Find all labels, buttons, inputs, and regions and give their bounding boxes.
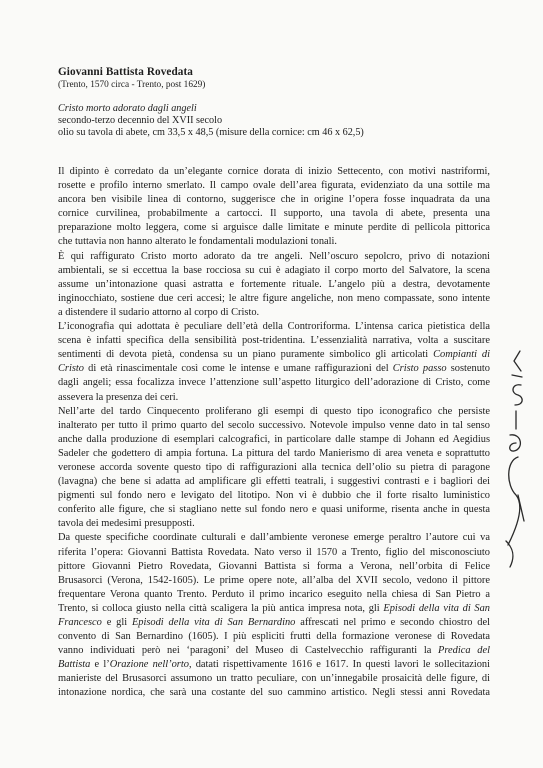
body-line: riferita l’opera: Giovanni Battista Rovedata. Nato verso il 1570 a Trento, figlio del misconosciuto	[58, 546, 490, 558]
body-line: Brusasorci (Verona, 1542-1605). Le prime opere note, all’alba del XVII secolo, vedono il pittore	[58, 574, 490, 586]
body-line: assevera la presenza dei ceri.	[58, 391, 179, 403]
body-line: pittore Giovanni Pietro Rovedata, Giovanni Battista si forma a Verona, nell’orbita di Felice	[58, 560, 490, 572]
artwork-medium: olio su tavola di abete, cm 33,5 x 48,5 (misure della cornice: cm 46 x 62,5)	[58, 127, 364, 139]
body-text	[58, 165, 490, 701]
body-line: assume un’intonazione quasi astratta e fortemente rituale. L’angelo più a destra, devotamente	[58, 278, 490, 290]
body-line: convento di San Bernardino (1605). I più espliciti frutti della formazione veronese di Rovedata	[58, 631, 490, 643]
body-line: pigmenti sul fondo nero e levigato del litotipo. Non vi è dubbio che il forte risalto luministico	[58, 490, 490, 502]
body-line: dagli angeli; essa focalizza invece l’attenzione sull’aspetto liturgico dell’adorazione di Cristo, come	[58, 377, 490, 389]
body-line: Cristo di età rinascimentale così come le intense e umane raffigurazioni del Cristo passo sostenuto	[58, 363, 490, 375]
body-line: cornice curvilinea, probabilmente a cartocci. Il supporto, una tavola di abete, presenta una	[58, 208, 490, 220]
body-line: sentimenti di devota pietà, condensa su un piano puramente simbolico gli articolati Compianti di	[58, 349, 490, 361]
body-line: Trento, si colloca giusto nella città scaligera la più antica impresa nota, gli Episodi della vita di San	[58, 602, 490, 614]
body-line: che tuttavia non hanno alterato le fondamentali modulazioni tonali.	[58, 236, 338, 248]
body-line: Francesco e gli Episodi della vita di San Bernardino affrescati nel primo e secondo chiostro del	[58, 617, 490, 628]
author-name: Giovanni Battista Rovedata	[58, 66, 193, 78]
author-header	[58, 66, 478, 91]
artwork-info	[58, 103, 478, 140]
body-line: inalterato per tutto il primo quarto del secolo successivo. Notevole impulso venne dato in tal senso	[58, 419, 490, 431]
body-line: frequentare Verona quanto Trento. Perduto il primo incarico eseguito nella chiesa di San Pietro a	[58, 588, 490, 600]
body-line: (lavagna) che bene si adatta ad amplificare gli effetti teatrali, i suggestivi contrasti e i bagliori dei	[58, 476, 490, 488]
artwork-date: secondo-terzo decennio del XVII secolo	[58, 115, 223, 127]
handwritten-signature	[494, 345, 534, 585]
author-dates: (Trento, 1570 circa - Trento, post 1629)	[58, 80, 206, 90]
body-line: manieriste del Brusasorci assumono un tratto peculiare, con un’innegabile prosaicità delle figure, di	[58, 673, 490, 685]
body-line: tavola dei medesimi presupposti.	[58, 518, 195, 530]
body-line: scena è infatti specifica della sensibilità post-tridentina. L’essenzialità narrativa, volta a suscitare	[58, 335, 490, 347]
body-line: rosette e profilo interno smerlato. Il campo ovale dell’area figurata, evidenziato da una sottile ma	[58, 180, 490, 192]
body-line: conferito alle figure, che si stagliano nette sul fondo nero e quasi uniforme, risenta anche in questa	[58, 504, 490, 516]
body-line: ancora ben visibile linea di contorno, suggerisce che in origine l’opera fosse inquadrata da una	[58, 194, 490, 206]
body-line: Il dipinto è corredato da un’elegante cornice dorata di inizio Settecento, con motivi nastriformi,	[58, 166, 490, 177]
body-line: Da queste specifiche coordinate culturali e dall’ambiente veronese emerge peraltro l’autore cui va	[58, 532, 490, 544]
body-line: veronese accorda sovente questo tipo di raffigurazioni alla tecnica dell’olio su pietra di paragone	[58, 461, 490, 473]
body-line: preparazione molto leggera, come si arguisce dalle limitate e minute perdite di pellicola pittorica	[58, 222, 490, 234]
body-line: vanno individuati però nei ‘paragoni’ del Museo di Castelvecchio raffiguranti la Predica del	[58, 645, 490, 657]
body-line: a distendere il sudario attorno al corpo di Cristo.	[58, 306, 260, 318]
artwork-title: Cristo morto adorato dagli angeli	[58, 103, 197, 114]
body-line: inginocchiato, sostiene due ceri accesi; le altre figure angeliche, non meno compassate, sono intente	[58, 292, 490, 304]
body-line: Sadeler che godettero di ampia fortuna. La pittura del tardo Manierismo di area veneta e soprattutto	[58, 447, 490, 459]
body-line: È qui raffigurato Cristo morto adorato da tre angeli. Nell’oscuro sepolcro, privo di notazioni	[58, 250, 490, 262]
body-line: intonazione nordica, che sarà una costante del suo cammino artistico. Negli stessi anni Rovedata	[58, 687, 490, 699]
body-line: ambientali, se si eccettua la base rocciosa su cui è adagiato il corpo morto del Salvatore, la scena	[58, 264, 490, 276]
body-line: L’iconografia qui adottata è peculiare dell’età della Controriforma. L’intensa carica pietistica della	[58, 321, 490, 333]
body-line: anche dalla produzione di esemplari calcografici, in particolare dalle stampe di Johann ed Aegidius	[58, 433, 490, 445]
body-line: Battista e l’Orazione nell’orto, datati rispettivamente 1616 e 1617. In questi lavori le sollecitazioni	[58, 659, 490, 671]
body-line: Nell’arte del tardo Cinquecento proliferano gli esempi di questo tipo iconografico che persiste	[58, 405, 490, 417]
